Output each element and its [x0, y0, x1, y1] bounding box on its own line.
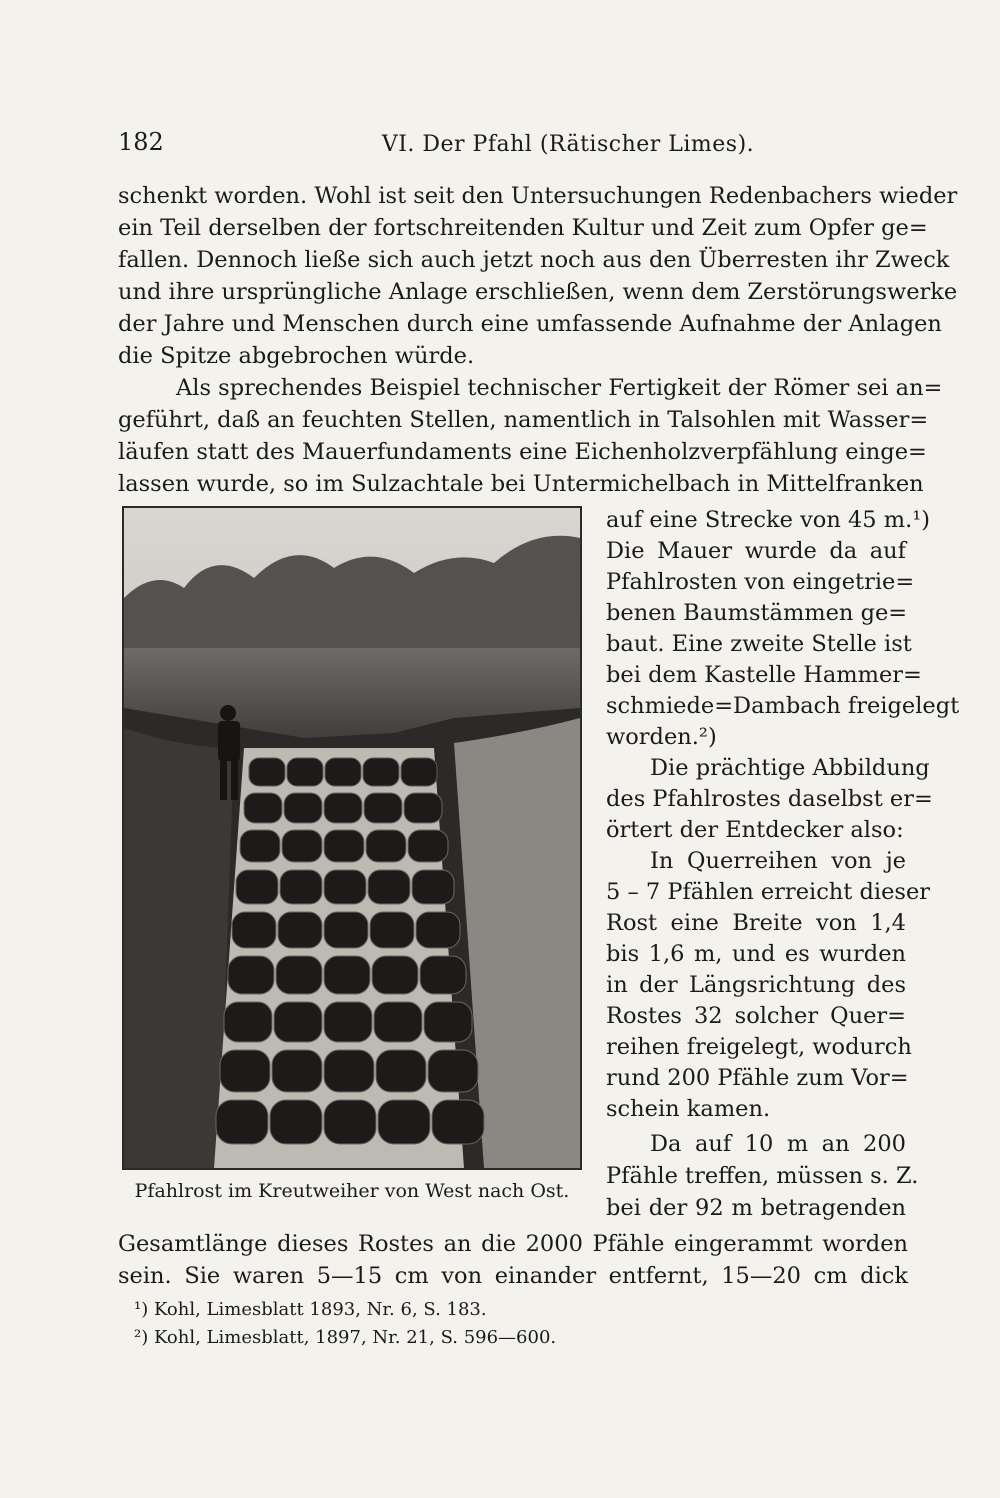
pile-grid-photo: [124, 508, 580, 1168]
body-line: bis 1,6 m, und es wurden: [606, 941, 906, 967]
body-line: Pfahlrosten von eingetrie=: [606, 569, 915, 595]
body-line: reihen freigelegt, wodurch: [606, 1034, 912, 1060]
body-line: schmiede=Dambach freigelegt: [606, 693, 960, 719]
paragraph-start: Als sprechendes Beispiel technischer Fertigkeit der Römer sei an=: [176, 375, 943, 401]
body-line: auf eine Strecke von 45 m.¹): [606, 507, 931, 533]
body-line: Die Mauer wurde da auf: [606, 538, 906, 564]
figure-caption: Pfahlrost im Kreutweiher von West nach Ost.: [134, 1180, 570, 1202]
body-line: Rost eine Breite von 1,4: [606, 910, 906, 936]
body-line: des Pfahlrostes daselbst er=: [606, 786, 933, 812]
body-line: sein. Sie waren 5—15 cm von einander entfernt, 15—20 cm dick: [118, 1263, 908, 1289]
body-line: läufen statt des Mauerfundaments eine Eichenholzverpfählung einge=: [118, 439, 927, 465]
body-line: benen Baumstämmen ge=: [606, 600, 908, 626]
body-line: bei der 92 m betragenden: [606, 1195, 906, 1221]
body-line: geführt, daß an feuchten Stellen, namentlich in Talsohlen mit Wasser=: [118, 407, 929, 433]
body-line: ein Teil derselben der fortschreitenden Kultur und Zeit zum Opfer ge=: [118, 215, 928, 241]
body-line: die Spitze abgebrochen würde.: [118, 343, 475, 369]
body-line: lassen wurde, so im Sulzachtale bei Untermichelbach in Mittelfranken: [118, 471, 924, 497]
body-line: bei dem Kastelle Hammer=: [606, 662, 922, 688]
body-line: Pfähle treffen, müssen s. Z.: [606, 1163, 919, 1189]
body-line: und ihre ursprüngliche Anlage erschließen, wenn dem Zerstörungswerke: [118, 279, 958, 305]
page-number: 182: [118, 128, 164, 156]
body-line: Gesamtlänge dieses Rostes an die 2000 Pfähle eingerammt worden: [118, 1231, 908, 1257]
body-line: schenkt worden. Wohl ist seit den Untersuchungen Redenbachers wieder: [118, 183, 958, 209]
body-line: in der Längsrichtung des: [606, 972, 906, 998]
footnote: ¹) Kohl, Limesblatt 1893, Nr. 6, S. 183.: [134, 1299, 487, 1320]
photo-figure: [122, 506, 582, 1170]
body-line: örtert der Entdecker also:: [606, 817, 904, 843]
paragraph-start: In Querreihen von je: [650, 848, 906, 874]
body-line: der Jahre und Menschen durch eine umfassende Aufnahme der Anlagen: [118, 311, 942, 337]
paragraph-start: Die prächtige Abbildung: [650, 755, 930, 781]
body-line: baut. Eine zweite Stelle ist: [606, 631, 912, 657]
page-header: [118, 128, 908, 168]
body-line: fallen. Dennoch ließe sich auch jetzt noch aus den Überresten ihr Zweck: [118, 247, 950, 273]
paragraph-start: Da auf 10 m an 200: [650, 1131, 906, 1157]
footnote: ²) Kohl, Limesblatt, 1897, Nr. 21, S. 596—600.: [134, 1327, 557, 1348]
body-line: rund 200 Pfähle zum Vor=: [606, 1065, 909, 1091]
body-line: schein kamen.: [606, 1096, 771, 1122]
running-head: VI. Der Pfahl (Rätischer Limes).: [381, 132, 755, 157]
body-line: Rostes 32 solcher Quer=: [606, 1003, 906, 1029]
body-line: worden.²): [606, 724, 717, 750]
body-line: 5 – 7 Pfählen erreicht dieser: [606, 879, 931, 905]
